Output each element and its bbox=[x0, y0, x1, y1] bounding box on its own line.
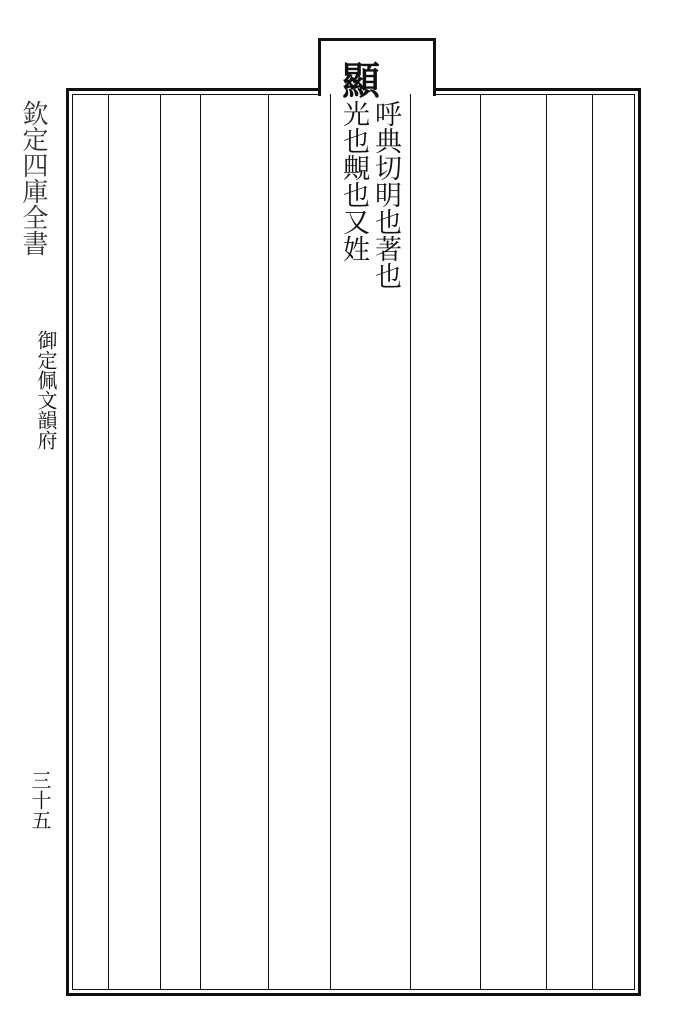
column-rule bbox=[200, 94, 201, 990]
column-rule bbox=[108, 94, 109, 990]
column-rule bbox=[480, 94, 481, 990]
text-column: 光也覥也又姓 bbox=[338, 100, 369, 262]
column-rule bbox=[330, 94, 331, 990]
column-rule bbox=[160, 94, 161, 990]
folio-number: 三十五 bbox=[28, 770, 52, 830]
column-rule bbox=[546, 94, 547, 990]
book-title: 欽定四庫全書 bbox=[18, 100, 48, 256]
column-rule bbox=[268, 94, 269, 990]
page-title: 顯 bbox=[342, 58, 381, 103]
column-rule bbox=[410, 94, 411, 990]
section-label: 御定佩文韻府 bbox=[34, 330, 58, 450]
column-rule bbox=[592, 94, 593, 990]
text-column: 呼典切明也著也 bbox=[370, 100, 401, 289]
